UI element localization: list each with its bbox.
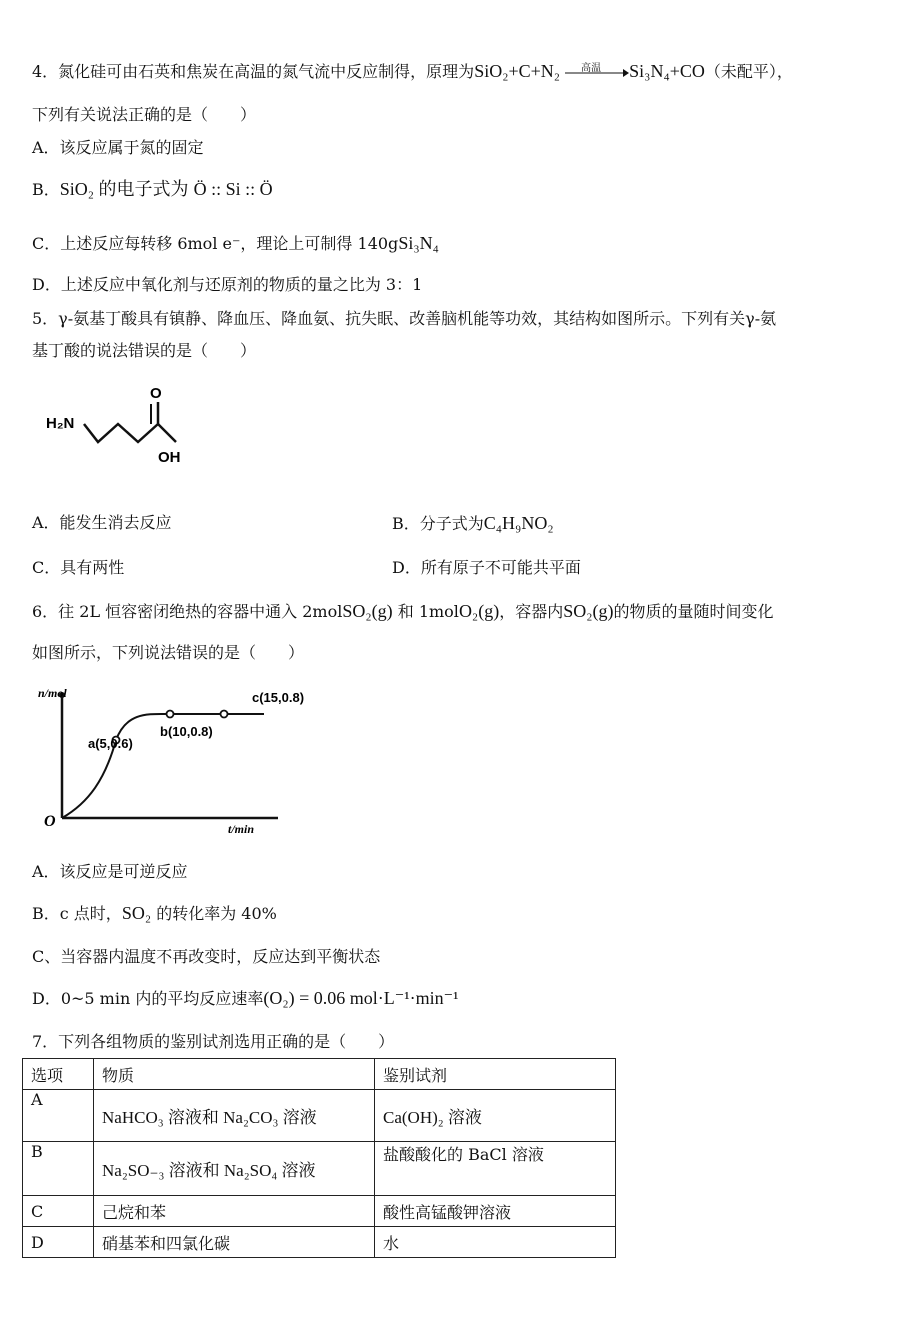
table-cell: Na₂SO₋₃ 溶液和 Na₂SO₄ 溶液 [94, 1142, 375, 1196]
mol-hydroxyl: OH [158, 449, 181, 466]
q4-option-a: A．该反应属于氮的固定 [32, 138, 204, 157]
q5-option-b [392, 512, 554, 535]
data-point [221, 711, 228, 718]
table-header-row [23, 1059, 616, 1090]
table-header-cell: 选项 [23, 1059, 94, 1090]
q6-option-b [32, 902, 277, 925]
q6-so2: SO₂(g) [342, 601, 393, 621]
data-point-label: b(10,0.8) [160, 724, 213, 739]
table-cell: 盐酸酸化的 BaCl 溶液 [375, 1142, 616, 1196]
q5-option-b-text: B．分子式为 [392, 514, 484, 533]
q6-stem-text-c: 的物质的量随时间变化 [613, 602, 774, 621]
q5-option-a: A．能发生消去反应 [32, 513, 172, 532]
q6-option-d-text: D．0~5 min 内的平均反应速率 [32, 989, 264, 1008]
q7-table [22, 1058, 616, 1258]
table-cell: 水 [375, 1227, 616, 1258]
q4-option-d: D．上述反应中氧化剂与还原剂的物质的量之比为 3：1 [32, 275, 423, 294]
table-header-cell: 物质 [94, 1059, 375, 1090]
data-point-label: c(15,0.8) [252, 690, 305, 705]
q6-option-c: C、当容器内温度不再改变时，反应达到平衡状态 [32, 947, 381, 966]
y-axis-label: n/mol [38, 686, 67, 700]
table-cell: A [23, 1090, 94, 1142]
q6-option-b-text-b: 的转化率为 40% [156, 904, 277, 923]
q4-stem-note: （未配平）， [704, 62, 793, 81]
q6-option-b-text-a: B．c 点时， [32, 904, 122, 923]
q4-option-b-label: B． [32, 180, 60, 199]
table-cell: D [23, 1227, 94, 1258]
q4-option-b [32, 178, 273, 201]
q4-condition: 高温 [581, 62, 602, 74]
q4-option-c-formula: Si₃N₄ [398, 233, 439, 253]
q4-stem-line1 [32, 60, 793, 83]
data-point-label: a(5,0.6) [88, 736, 133, 751]
q4-reactants: SiO₂+C+N₂ [474, 61, 561, 81]
q5-option-c: C．具有两性 [32, 558, 125, 577]
q4-products: Si₃N₄+CO [629, 61, 705, 81]
q4-option-c [32, 232, 439, 255]
q6-option-d [32, 987, 459, 1010]
table-row [23, 1196, 616, 1227]
origin-label: O [44, 813, 56, 830]
table-row [23, 1227, 616, 1258]
q6-stem-text-b: ，容器内 [499, 602, 564, 621]
gaba-structure [32, 380, 222, 480]
so2-amount-chart [30, 685, 305, 840]
table-cell: 己烷和苯 [94, 1196, 375, 1227]
q6-option-b-formula: SO₂ [121, 903, 152, 923]
table-cell: NaHCO₃ 溶液和 Na₂CO₃ 溶液 [94, 1090, 375, 1142]
x-axis-label: t/min [228, 822, 255, 836]
q6-option-a: A．该反应是可逆反应 [32, 862, 188, 881]
q5-stem-line2: 基丁酸的说法错误的是（ ） [32, 341, 257, 360]
q6-stem-and: 和 1mol [397, 602, 459, 621]
table-cell: C [23, 1196, 94, 1227]
reaction-arrow-icon [565, 64, 629, 82]
mol-oh-bond [158, 424, 176, 442]
q5-stem-line1: 5．γ-氨基丁酸具有镇静、降血压、降血氨、抗失眠、改善脑机能等功效，其结构如图所示。下列有关γ-氨 [32, 309, 777, 328]
q6-stem-line2: 如图所示，下列说法错误的是（ ） [32, 643, 305, 662]
q6-stem-text-a: 6．往 2L 恒容密闭绝热的容器中通入 2mol [32, 602, 343, 621]
q4-stem-line2: 下列有关说法正确的是（ ） [32, 105, 257, 124]
table-cell: 硝基苯和四氯化碳 [94, 1227, 375, 1258]
q5-option-d: D．所有原子不可能共平面 [392, 558, 581, 577]
table-header-cell: 鉴别试剂 [375, 1059, 616, 1090]
q6-o2: O₂(g) [458, 601, 500, 621]
q7-stem: 7．下列各组物质的鉴别试剂选用正确的是（ ） [32, 1032, 395, 1051]
table-row [23, 1142, 616, 1196]
q6-so2-b: SO₂(g) [563, 601, 614, 621]
q6-option-d-formula: (O₂) = 0.06 mol·L⁻¹·min⁻¹ [263, 988, 459, 1008]
q4-option-b-text: SiO₂ 的电子式为 [59, 179, 189, 199]
mol-carbonyl-o: O [150, 385, 162, 402]
data-point [167, 711, 174, 718]
table-row [23, 1090, 616, 1142]
q4-electron-formula: Ö :: Si :: Ö [193, 179, 273, 199]
table-cell: Ca(OH)₂ 溶液 [375, 1090, 616, 1142]
q5-option-b-formula: C₄H₉NO₂ [483, 513, 554, 533]
mol-chain [84, 402, 158, 442]
table-cell: 酸性高锰酸钾溶液 [375, 1196, 616, 1227]
q4-option-c-text: C．上述反应每转移 6mol e⁻，理论上可制得 140g [32, 234, 399, 253]
q4-stem-text: 4．氮化硅可由石英和焦炭在高温的氮气流中反应制得，原理为 [32, 62, 475, 81]
q6-stem-line1 [32, 600, 774, 623]
table-cell: B [23, 1142, 94, 1196]
mol-amine-label: H₂N [46, 415, 75, 432]
